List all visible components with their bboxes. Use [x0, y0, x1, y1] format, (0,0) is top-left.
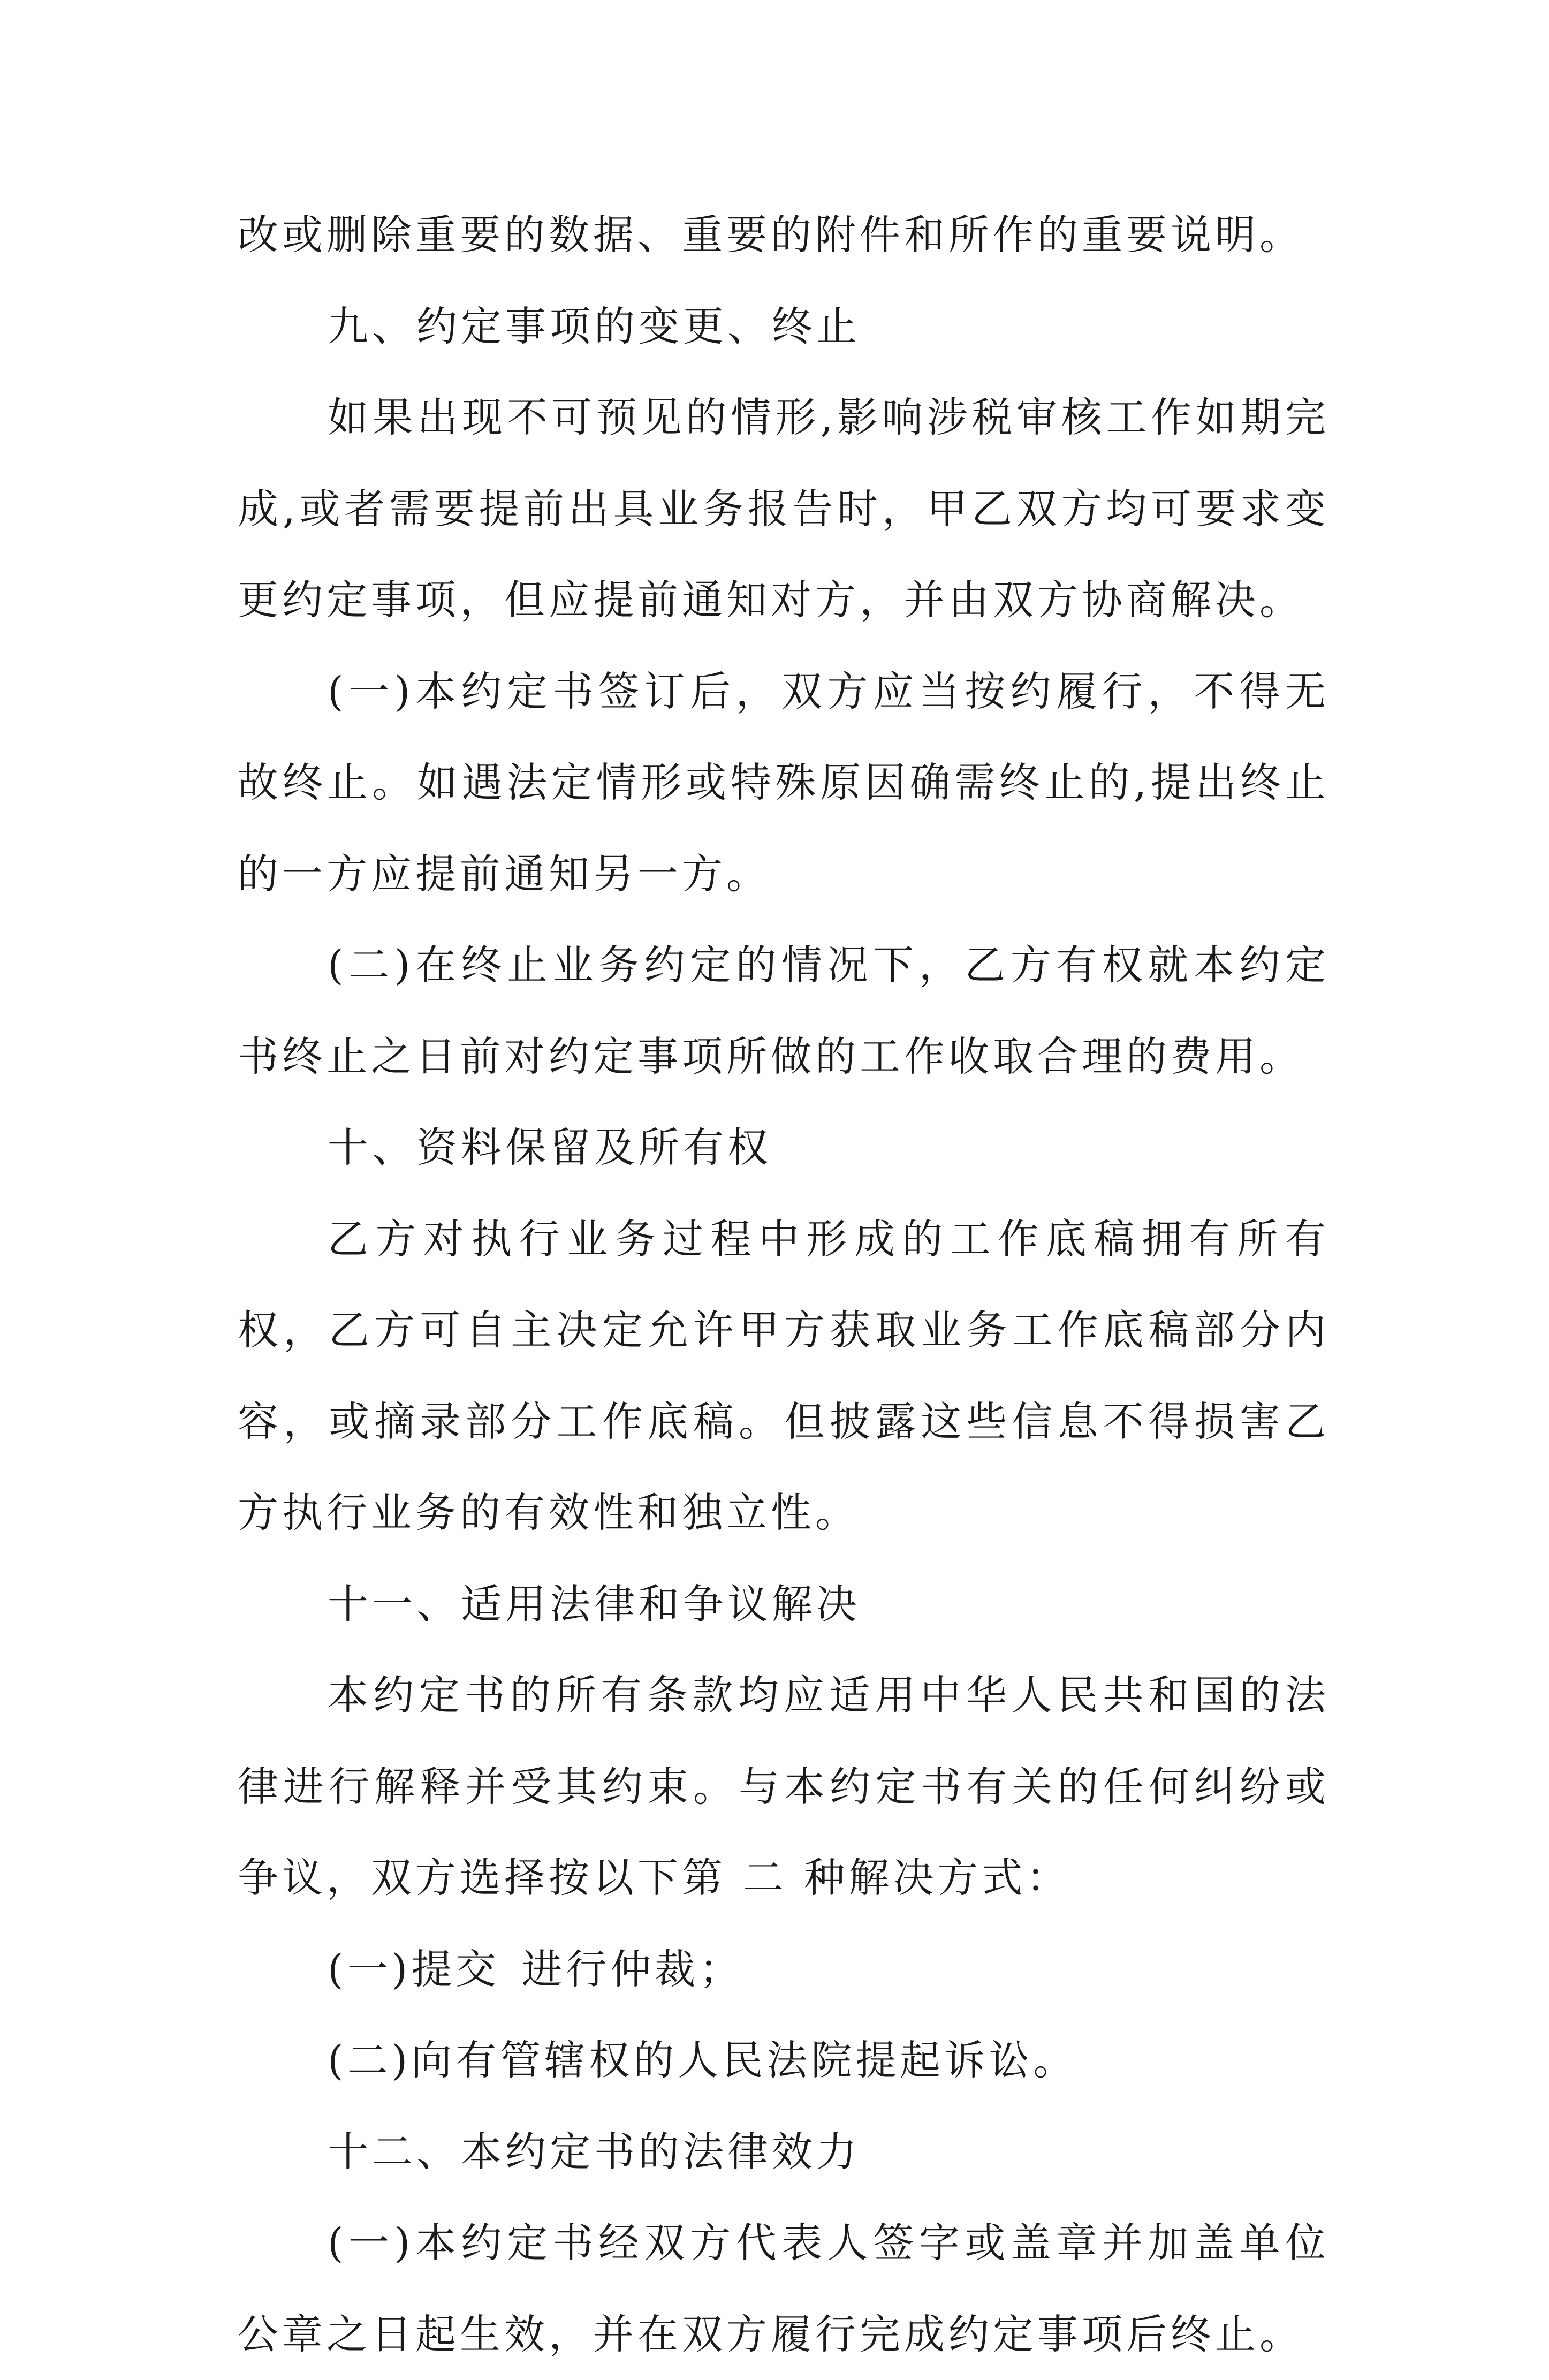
paragraph-termination-2: (二)在终止业务约定的情况下，乙方有权就本约定书终止之日前对约定事项所做的工作收取合理的费用。 [238, 941, 1330, 1080]
paragraph-litigation: (二)向有管辖权的人民法院提起诉讼。 [328, 2036, 1078, 2084]
governing-law-text: 本约定书的所有条款均应适用中华人民共和国的法律进行解释并受其约束。与本约定书有关的任何纠纷或争议，双方选择按以下第 [238, 1671, 1330, 1901]
section-heading-11: 十一、适用法律和争议解决 [328, 1580, 861, 1628]
paragraph-continuation: 改或删除重要的数据、重要的附件和所作的重要说明。 [238, 211, 1304, 259]
section-heading-10: 十、资料保留及所有权 [328, 1124, 772, 1171]
document-body [238, 190, 1330, 2380]
paragraph-termination-1: (一)本约定书签订后，双方应当按约履行，不得无故终止。如遇法定情形或特殊原因确需终止的,提出终止的一方应提前通知另一方。 [238, 667, 1330, 898]
paragraph-governing-law [238, 1650, 1330, 1924]
section-heading-9: 九、约定事项的变更、终止 [328, 302, 861, 350]
paragraph-arbitration [238, 1924, 1330, 2015]
section-heading-12: 十二、本约定书的法律效力 [328, 2127, 861, 2176]
paragraph-change-conditions: 如果出现不可预见的情形,影响涉税审核工作如期完成,或者需要提前出具业务报告时，甲乙双方均可要求变更约定事项，但应提前通知对方，并由双方协商解决。 [238, 393, 1330, 624]
paragraph-effectiveness: (一)本约定书经双方代表人签字或盖章并加盖单位公章之日起生效，并在双方履行完成约定事项后终止。 [238, 2219, 1330, 2358]
arbitration-text-end: 进行仲裁； [521, 1945, 744, 1993]
governing-law-text-end: 种解决方式： [804, 1854, 1071, 1901]
dispute-option-choice: 二 [743, 1854, 788, 1901]
arbitration-text: (一)提交 [328, 1945, 500, 1993]
paragraph-ownership: 乙方对执行业务过程中形成的工作底稿拥有所有权，乙方可自主决定允许甲方获取业务工作底稿部分内容，或摘录部分工作底稿。但披露这些信息不得损害乙方执行业务的有效性和独立性。 [238, 1215, 1330, 1536]
